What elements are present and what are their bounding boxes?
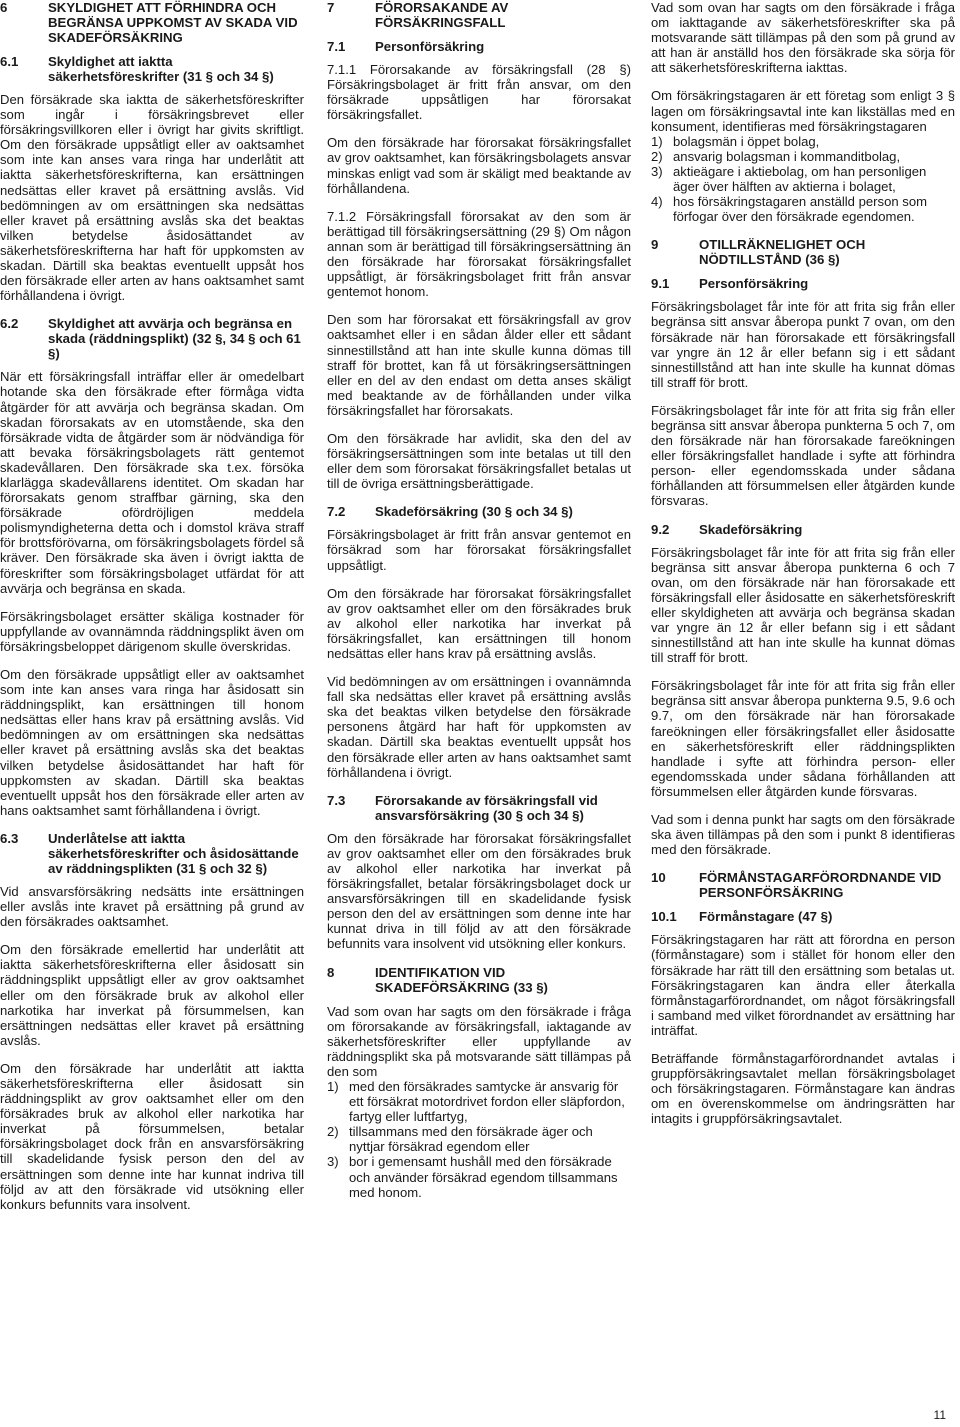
section-heading [651,870,955,900]
section-title: Personförsäkring [699,276,809,292]
body-paragraph: Om den försäkrade uppsåtligt eller av oaktsamhet som inte kan anses vara ringa har åsidosatt sin räddningsplikt, kan ersättningen till honom nedsättas eller hans krav på ersättning avslås. Vid bedömningen av om ersättningen ska nedsättas eller kravet på ersättning avslås ska det beaktas vilken betydelse åsidosättandet har haft för uppkomsten av skadan. Därtill ska beaktas eventuellt uppsåt hos den försäkrade eller arten av hans oaktsamhet samt förhållandena i övrigt. [0,667,304,818]
section-title: Förorsakande av försäkringsfall vid ansvarsförsäkring (30 § och 34 §) [375,792,598,823]
body-paragraph: Försäkringsbolaget får inte för att frita sig från eller begränsa sitt ansvar åberopa punkterna 5 och 7, om den försäkrade när han förorsakade fareökningen eller försäkringsfallet handlade i syfte att förhindra person- eller egendomsskada under sådana förhållanden att försummelsen eller åtgärden kunde försvaras. [651,402,955,509]
body-paragraph: Vid bedömningen av om ersättningen i ovannämnda fall ska nedsättas eller kravet på ersättning avslås ska det beaktas vilken betydelse den försäkrade personens åtgärd har haft för uppkomsten av skadan. Därtill ska beaktas eventuellt uppsåt hos den försäkrade eller arten av hans oaktsamhet samt förhållandena i övrigt. [327,674,631,780]
section-heading [327,793,631,823]
list-item-number: 3) [327,1154,339,1170]
list-item-number: 3) [651,163,663,179]
section-number: 9 [651,237,659,253]
body-paragraph: Vad som ovan har sagts om den försäkrade i fråga om förorsakande av försäkringsfall, iaktagande av säkerhetsföreskrifter eller uppfyllande av räddningsplikt ska på motsvarande sätt tillämpas på den som [327,1003,631,1079]
list-item-number: 4) [651,194,663,210]
section-number: 6.3 [0,830,19,846]
section-heading [651,522,955,537]
section-number: 7.2 [327,504,346,520]
section-heading [651,237,955,267]
column-right [651,0,955,1139]
section-number: 8 [327,964,335,980]
body-paragraph: När ett försäkringsfall inträffar eller är omedelbart hotande ska den försäkrade efter förmåga vidta åtgärder för att avvärja och begränsa skadan. Om skadan förorsakats av en utomstående, ska den försäkrade vidta de åtgärder som är nödvändiga för att bevaka försäkringsbolagets rätt gentemot skadevållaren. Den försäkrade ska t.ex. försöka klarlägga skadevållarens identitet. Om skadan har förorsakats genom straffbar gärning, ska den försäkrade ofördröjligen meddela polismyndigheterna detta och i domstol kräva straff för brottsförövarna, om försäkringsbolagets fördel så kräver. Den försäkrade ska även i övrigt iaktta de föreskrifter som försäkringsbolaget utfärdat för att avvärja och begränsa en skada. [0,369,304,596]
section-title: FÖRORSAKANDE AV FÖRSÄKRINGSFALL [375,0,509,30]
body-paragraph: Vad som i denna punkt har sagts om den försäkrade ska även tillämpas på den som i punkt 8 identifieras med den försäkrade. [651,812,955,858]
body-paragraph: 7.1.2 Försäkringsfall förorsakat av den som är berättigad till försäkringsersättning (29 §) Om någon annan som är berättigad till försäkringsersättning än den försäkrade har förorsakat försäkringsfallet uppsåtligt, är försäkringsbolaget fritt från ansvar gentemot honom. [327,208,631,300]
list-item [327,1124,631,1154]
section-number: 6.2 [0,316,19,332]
body-paragraph: Om den försäkrade har underlåtit att iaktta säkerhetsföreskrifterna eller åsidosatt sin räddningsplikt av grov oaktsamhet eller om den försäkrades bruk av alkohol eller narkotika har inverkat på försummelsen, betalar försäkringsbolaget dock från en ansvarsförsäkring till skadelidande fysisk person den del av ersättningen som denne inte har kunnat indriva till följd av att den försäkrade vid utsökning eller konkurs befunnits vara insolvent. [0,1060,304,1212]
section-heading [0,316,304,361]
page-number: 11 [933,1408,946,1422]
list-item-text: med den försäkrades samtycke är ansvarig för ett försäkrat motordrivet fordon eller släpfordon, fartyg eller luftfartyg, [349,1078,625,1125]
list-item [651,134,955,149]
list-item [651,149,955,164]
section-title: Skadeförsäkring [699,521,803,537]
list-item [651,194,955,224]
body-paragraph: Om försäkringstagaren är ett företag som enligt 3 § lagen om försäkringsavtal inte kan likställas med en konsument, identifieras med försäkringstagaren [651,88,955,134]
list-item-text: hos försäkringstagaren anställd person som förfogar över den försäkrade egendomen. [673,194,928,225]
body-paragraph: Försäkringstagaren har rätt att förordna en person (förmånstagare) som i stället för honom eller den försäkrade har rätt till den ersättning som betalas ut. Försäkringstagaren kan ändra eller återkalla förmånstagarförordnandet, om något försäkringsfall i samband med vilket förordnandet av ersättning har inträffat. [651,932,955,1038]
section-heading [0,54,304,84]
numbered-list [327,1079,631,1200]
section-title: FÖRMÅNSTAGARFÖRORDNANDE VID PERSONFÖRSÄKRING [699,870,942,901]
numbered-list [651,134,955,225]
section-heading [651,276,955,291]
body-paragraph: Försäkringsbolaget får inte för att frita sig från eller begränsa sitt ansvar åberopa punkterna 6 och 7 ovan, om den försäkrade när han förorsakade ett försäkringsfall eller åsidosatte en säkerhetsföreskrift eller skyldigheten att avvärja och begränsa skadan var yngre än 12 år eller befann sig i ett sådant sinnestillstånd att han inte skulle ha kunnat dömas till straff för brott. [651,544,955,666]
body-paragraph: Vid ansvarsförsäkring nedsätts inte ersättningen eller avslås inte kravet på ersättning på grund av den försäkrades oaktsamhet. [0,883,304,930]
list-item-number: 2) [651,148,663,164]
body-paragraph: Om den försäkrade emellertid har underlåtit att iaktta säkerhetsföreskrifterna eller åsidosatt sin räddningsplikt uppsåtligt eller av grov oaktsamhet eller om den försäkrade bruk av alkohol eller narkotika har inverkat på försummelsen, kan ersättningen nedsättas eller kravet på ersättning avslås. [0,942,304,1048]
section-title: Skyldighet att avvärja och begränsa en skada (räddningsplikt) (32 §, 34 § och 61 §) [48,316,301,362]
section-number: 6 [0,0,8,15]
section-heading [651,909,955,924]
section-title: Förmånstagare (47 §) [699,909,833,925]
list-item-text: bor i gemensamt hushåll med den försäkrade och använder försäkrad egendom tillsammans med honom. [349,1154,618,1200]
section-heading [327,965,631,995]
list-item-number: 1) [327,1078,339,1094]
section-title: Skyldighet att iaktta säkerhetsföreskrifter (31 § och 34 §) [48,54,274,84]
section-number: 7 [327,0,335,15]
section-title: Personförsäkring [375,39,485,54]
body-paragraph: Beträffande förmånstagarförordnandet avtalas i gruppförsäkringsavtalet mellan försäkringsbolaget och försäkringstagaren. Förmånstagare kan ändras om en överenskommelse om ändringsrätten har intagits i gruppförsäkringsavtalet. [651,1050,955,1127]
list-item-text: aktieägare i aktiebolag, om han personligen äger över hälften av aktierna i bolaget, [673,163,927,195]
list-item-text: tillsammans med den försäkrade äger och nyttjar försäkrad egendom eller [349,1124,593,1155]
section-title: SKYLDIGHET ATT FÖRHINDRA OCH BEGRÄNSA UPPKOMST AV SKADA VID SKADEFÖRSÄKRING [48,0,298,45]
body-paragraph: Om den försäkrade har avlidit, ska den del av försäkringsersättningen som inte betalas ut till den eller dem som förorsakat försäkringsfallet betalas ut till de övriga ersättningsberättigade. [327,430,631,492]
body-paragraph: Om den försäkrade har förorsakat försäkringsfallet av grov oaktsamhet eller om den försäkrades bruk av alkohol eller narkotika har inverkat på försäkringsfallet, betalar försäkringsbolaget dock ur ansvarsförsäkringen till en skadelidande fysisk person den del av ersättningen som denne inte har kunnat driva in till följd av att den försäkrade befunnits vara insolvent vid utsökning eller konkurs. [327,830,631,952]
section-number: 9.2 [651,521,670,537]
section-number: 7.1 [327,39,346,54]
section-heading [327,0,631,30]
body-paragraph: Vad som ovan har sagts om den försäkrade i fråga om iakttagande av säkerhetsföreskrifter ska på motsvarande sätt tillämpas på den som på grund av att han är anställd hos den försäkrade ska sörja för att säkerhetsföreskrifterna iakttas. [651,0,955,76]
list-item [327,1154,631,1199]
section-number: 9.1 [651,276,670,292]
section-heading [0,831,304,876]
section-title: Underlåtelse att iaktta säkerhetsföreskrifter och åsidosättande av räddningsplikten (31 § och 32 §) [48,830,299,876]
column-middle [327,0,631,1213]
list-item [327,1079,631,1124]
section-number: 6.1 [0,54,19,69]
section-number: 7.3 [327,792,346,808]
list-item [651,164,955,194]
body-paragraph: Försäkringsbolaget ersätter skäliga kostnader för uppfyllande av ovannämnda räddningsplikt även om försäkringsbeloppet därigenom skulle överskridas. [0,608,304,654]
body-paragraph: Försäkringsbolaget är fritt från ansvar gentemot en försäkrad som har förorsakat försäkringsfallet uppsåtligt. [327,527,631,573]
list-item-text: bolagsmän i öppet bolag, [673,133,820,149]
section-title: Skadeförsäkring (30 § och 34 §) [375,504,573,520]
column-left [0,0,304,1225]
section-number: 10 [651,870,666,886]
list-item-number: 1) [651,133,663,149]
body-paragraph: Försäkringsbolaget får inte för att frita sig från eller begränsa sitt ansvar åberopa punkt 7 ovan, om den försäkrade när han förorsakade ett försäkringsfall var yngre än 12 år eller befann sig i ett sådant sinnestillstånd att han inte skulle ha kunnat dömas till straff för brott. [651,299,955,390]
body-paragraph: 7.1.1 Förorsakande av försäkringsfall (28 §) Försäkringsbolaget är fritt från ansvar, om den försäkrade uppsåtligen har förorsakat försäkringsfallet. [327,62,631,123]
list-item-number: 2) [327,1124,339,1140]
section-heading [0,0,304,45]
list-item-text: ansvarig bolagsman i kommanditbolag, [673,148,901,164]
body-paragraph: Om den försäkrade har förorsakat försäkringsfallet av grov oaktsamhet eller om den försäkrades bruk av alkohol eller narkotika har inverkat på försäkringsfallet, kan ersättningen till honom nedsättas eller hans krav på ersättning avslås. [327,585,631,661]
section-title: OTILLRÄKNELIGHET OCH NÖDTILLSTÅND (36 §) [699,237,866,268]
body-paragraph: Den som har förorsakat ett försäkringsfall av grov oaktsamhet eller i en sådan ålder eller ett sådant sinnestillstånd att han inte skulle kunna dömas till straff för brottet, kan få ut försäkringsersättningen eller en del av den endast om detta anses skäligt med beaktande av de förhållanden under vilka försäkringsfallet har förorsakats. [327,312,631,418]
section-heading [327,504,631,519]
section-number: 10.1 [651,909,677,925]
body-paragraph: Om den försäkrade har förorsakat försäkringsfallet av grov oaktsamhet, kan försäkringsbolagets ansvar minskas enligt vad som är skäligt med beaktande av förhållandena. [327,135,631,196]
body-paragraph: Försäkringsbolaget får inte för att frita sig från eller begränsa sitt ansvar åberopa punkterna 9.5, 9.6 och 9.7, om den försäkrade när han förorsakade fareökningen eller försäkringsfallet eller åsidosatte en säkerhetsföreskrift eller räddningsplikten handlade i syfte att förhindra person- eller egendomsskada under sådana förhållanden att försummelsen eller åtgärden kunde försvaras. [651,678,955,799]
body-paragraph: Den försäkrade ska iaktta de säkerhetsföreskrifter som ingår i försäkringsbrevet eller försäkringsvillkoren eller i övrigt har givits skriftligt. Om den försäkrade uppsåtligt eller av oaktsamhet som inte kan anses vara ringa har underlåtit att iaktta säkerhetsföreskrifterna, kan ersättningen nedsättas eller kravet på ersättning avslås. Vid bedömningen av om ersättningen ska nedsättas eller kravet på ersättning avslås ska det beaktas vilken betydelse åsidosättandet av säkerhetsföreskrifterna har haft för uppkomsten av skadan. Därtill ska beaktas eventuellt uppsåt hos den försäkrade eller arten av hans oaktsamhet samt förhållandena i övrigt. [0,92,304,304]
section-title: IDENTIFIKATION VID SKADEFÖRSÄKRING (33 §) [375,964,548,995]
section-heading [327,39,631,54]
